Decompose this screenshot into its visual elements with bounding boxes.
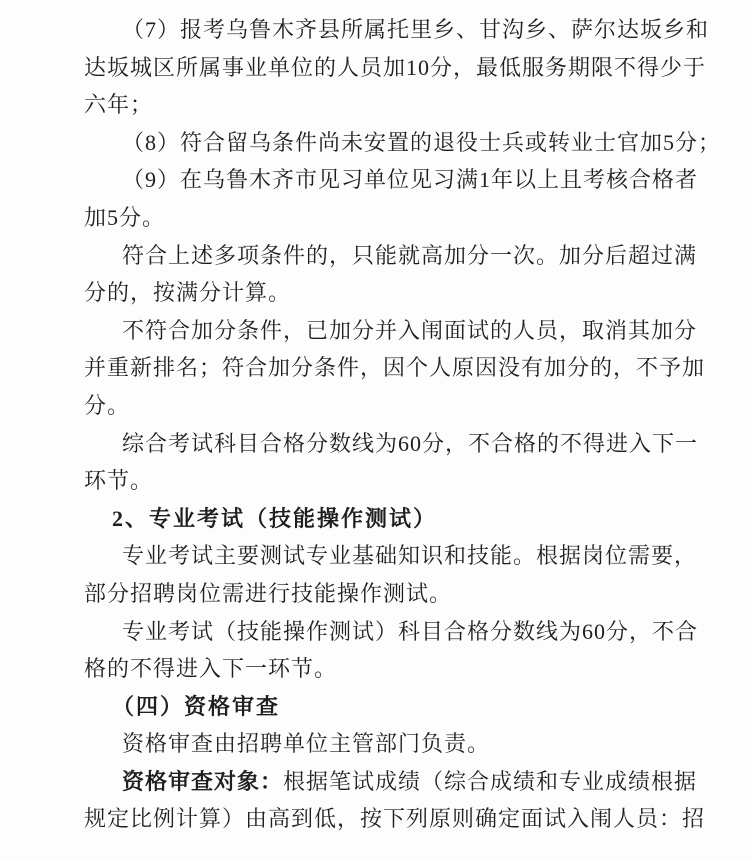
text-line: 部分招聘岗位需进行技能操作测试。	[84, 580, 453, 606]
text-line: 专业考试（技能操作测试）科目合格分数线为60分，不合	[122, 618, 699, 644]
text-line: 分。	[84, 392, 131, 418]
text-line: 达坂城区所属事业单位的人员加10分，最低服务期限不得少于	[84, 54, 707, 80]
text-line: （7）报考乌鲁木齐县所属托里乡、甘沟乡、萨尔达坂乡和	[122, 17, 710, 42]
text-run: 根据笔试成绩（综合成绩和专业成绩根据	[283, 768, 698, 794]
section-heading-professional-exam: 2、专业考试（技能操作测试）	[112, 505, 438, 531]
text-line	[84, 763, 698, 801]
text-line: （9）在乌鲁木齐市见习单位见习满1年以上且考核合格者	[122, 167, 699, 193]
text-line: 不符合加分条件，已加分并入闱面试的人员，取消其加分	[122, 317, 698, 343]
section-heading-qualification-review: （四）资格审查	[112, 693, 281, 719]
text-line: 规定比例计算）由高到低，按下列原则确定面试入闱人员：招	[84, 806, 706, 832]
text-line: 加5分。	[84, 204, 166, 230]
text-line: 资格审查由招聘单位主管部门负责。	[122, 731, 491, 757]
text-line: （8）符合留乌条件尚未安置的退役士兵或转业士官加5分；	[122, 129, 722, 155]
text-line: 并重新排名；符合加分条件，因个人原因没有加分的，不予加	[84, 355, 706, 381]
text-line: 格的不得进入下一环节。	[84, 656, 338, 682]
text-line: 环节。	[84, 468, 154, 494]
text-line: 综合考试科目合格分数线为60分，不合格的不得进入下一	[122, 430, 699, 456]
text-line: 专业考试主要测试专业基础知识和技能。根据岗位需要，	[122, 543, 698, 569]
text-line: 分的，按满分计算。	[84, 280, 292, 306]
text-line: 六年；	[84, 92, 154, 118]
bold-run: 资格审查对象：	[122, 768, 284, 794]
text-line: 符合上述多项条件的，只能就高加分一次。加分后超过满	[122, 242, 698, 268]
